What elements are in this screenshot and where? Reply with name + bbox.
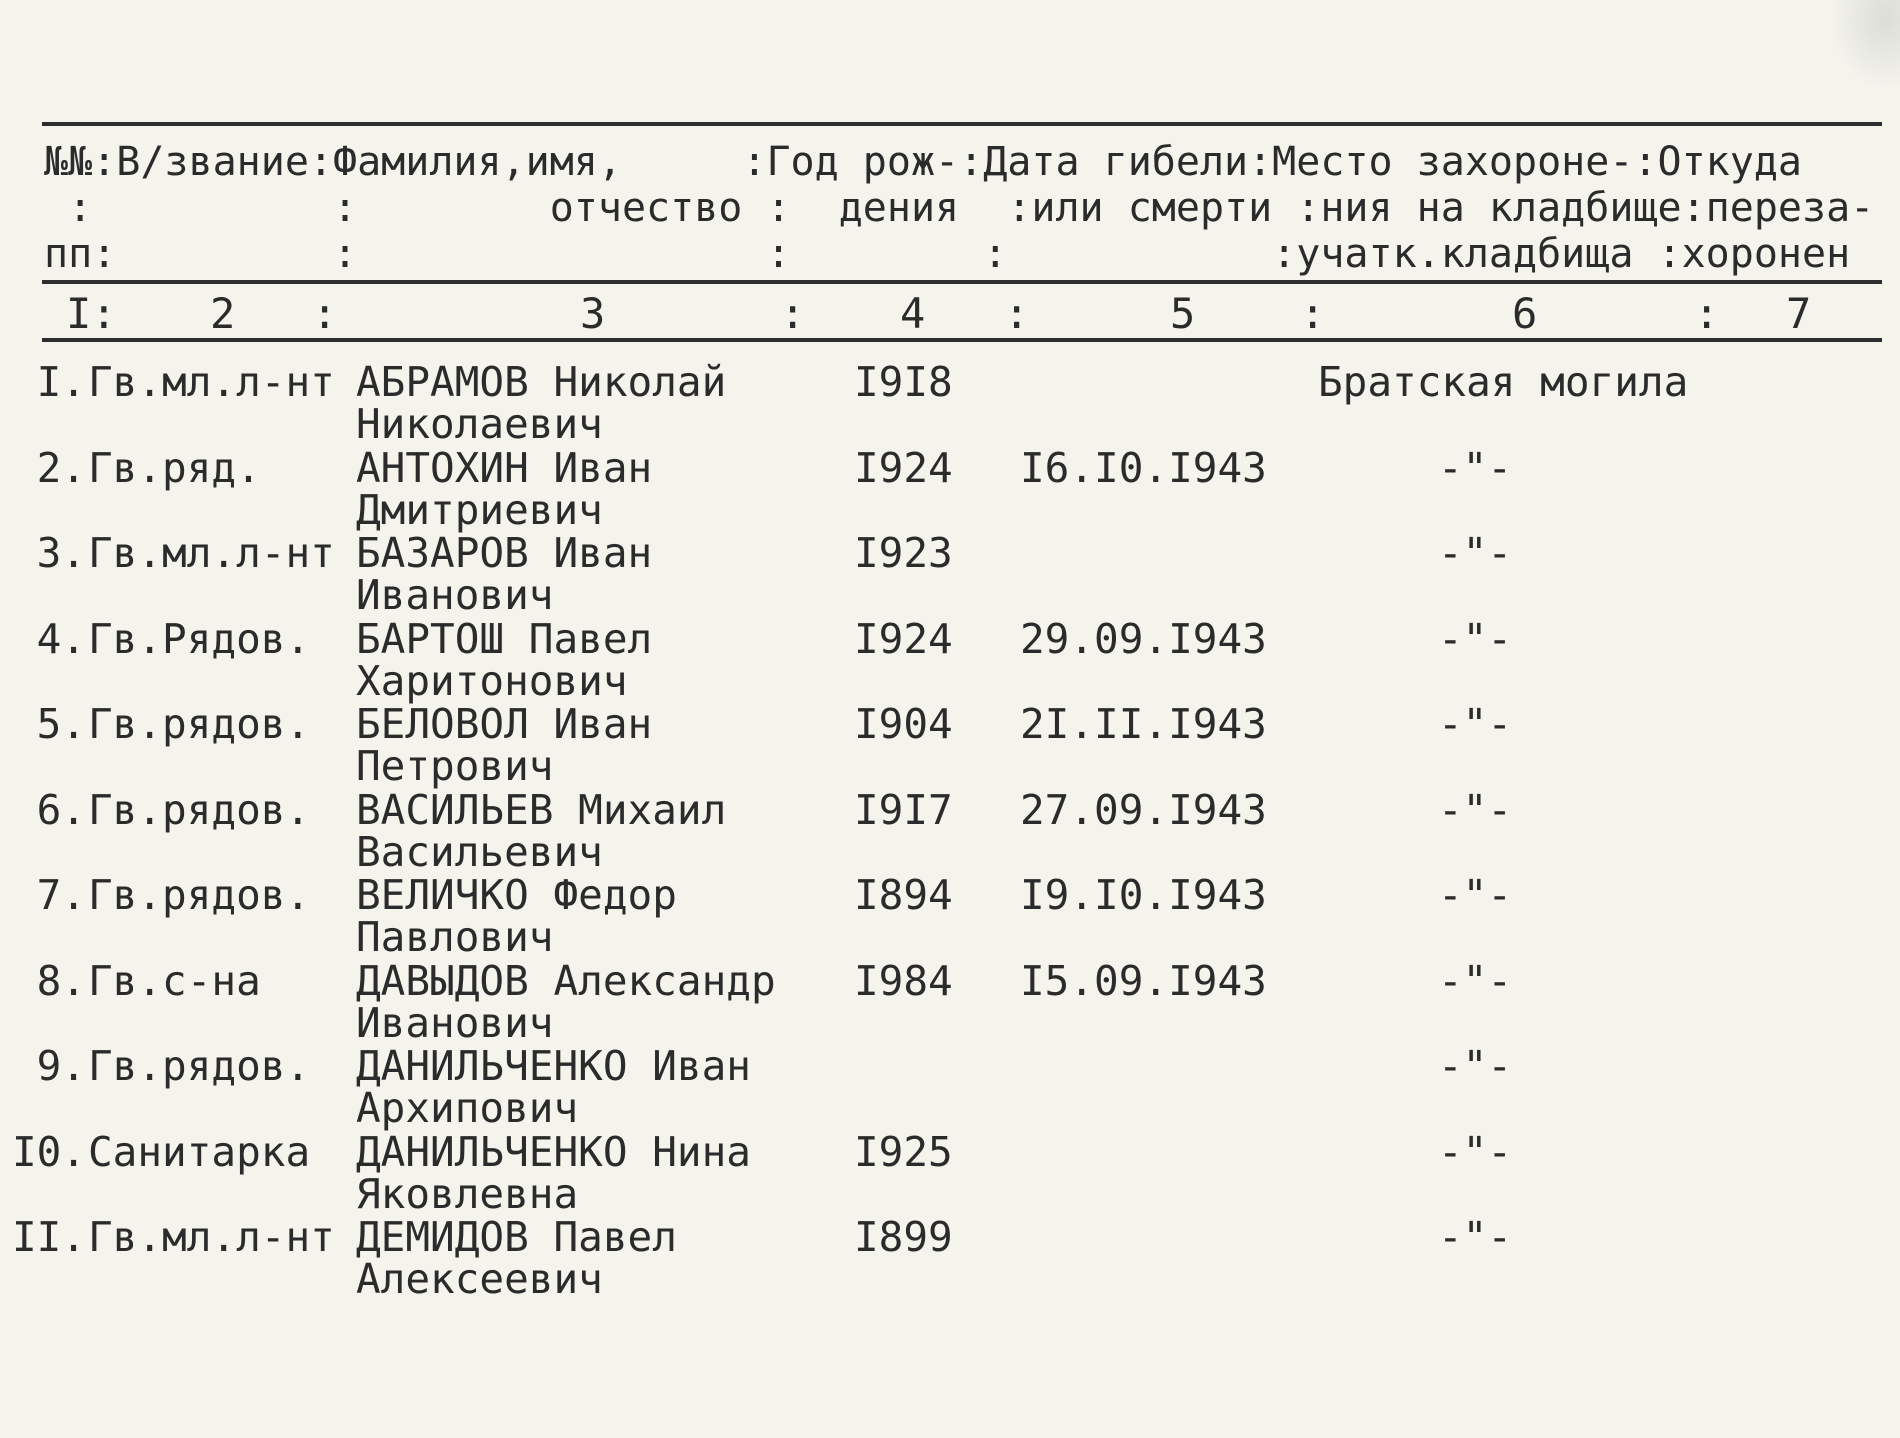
rank: Гв.рядов.	[88, 1042, 311, 1090]
row-number: 4.	[36, 615, 86, 663]
burial-place: -"-	[1438, 871, 1513, 919]
paper-stain	[1830, 0, 1900, 90]
row-number: I.	[36, 358, 86, 406]
column-separator: :	[780, 289, 806, 338]
surname-name: ВАСИЛЬЕВ Михаил	[356, 786, 727, 834]
patronymic: Николаевич	[356, 400, 603, 448]
birth-year: I925	[854, 1128, 953, 1176]
rank: Гв.ряд.	[88, 444, 261, 492]
birth-year: I9I7	[854, 786, 953, 834]
column-separator: :	[1004, 289, 1030, 338]
burial-place: -"-	[1438, 957, 1513, 1005]
rank: Гв.мл.л-нт	[88, 1213, 335, 1261]
header-line-1: №№:В/звание:Фамилия,имя, :Год рож-:Дата гибели:Место захороне-:Откуда	[44, 139, 1802, 185]
row-number: 8.	[36, 957, 86, 1005]
row-number: 5.	[36, 700, 86, 748]
surname-name: БЕЛОВОЛ Иван	[356, 700, 653, 748]
birth-year: I904	[854, 700, 953, 748]
rank: Гв.рядов.	[88, 871, 311, 919]
column-number: 3	[580, 289, 606, 338]
surname-name: ДАВЫДОВ Александр	[356, 957, 776, 1005]
column-separator: :	[1300, 289, 1326, 338]
column-numbers-rule	[42, 338, 1882, 342]
patronymic: Алексеевич	[356, 1255, 603, 1303]
burial-place: -"-	[1438, 1042, 1513, 1090]
surname-name: ВЕЛИЧКО Федор	[356, 871, 677, 919]
death-date: 27.09.I943	[1020, 786, 1267, 834]
birth-year: I924	[854, 444, 953, 492]
column-number: 4	[900, 289, 926, 338]
death-date: I5.09.I943	[1020, 957, 1267, 1005]
column-separator: :	[312, 289, 338, 338]
death-date: 2I.II.I943	[1020, 700, 1267, 748]
surname-name: БАЗАРОВ Иван	[356, 529, 653, 577]
birth-year: I924	[854, 615, 953, 663]
row-number: 2.	[36, 444, 86, 492]
row-number: 6.	[36, 786, 86, 834]
row-number: I0.	[11, 1128, 86, 1176]
column-number: 6	[1512, 289, 1538, 338]
birth-year: I9I8	[854, 358, 953, 406]
surname-name: ДАНИЛЬЧЕНКО Иван	[356, 1042, 751, 1090]
rank: Гв.мл.л-нт	[88, 529, 335, 577]
burial-place: -"-	[1438, 786, 1513, 834]
row-number: II.	[11, 1213, 86, 1261]
burial-place: Братская могила	[1318, 358, 1689, 406]
surname-name: БАРТОШ Павел	[356, 615, 653, 663]
surname-name: АНТОХИН Иван	[356, 444, 653, 492]
header-rule	[42, 280, 1882, 284]
patronymic: Архипович	[356, 1084, 579, 1132]
column-number: 2	[210, 289, 236, 338]
rank: Гв.с-на	[88, 957, 261, 1005]
row-number: 3.	[36, 529, 86, 577]
birth-year: I899	[854, 1213, 953, 1261]
burial-place: -"-	[1438, 444, 1513, 492]
burial-place: -"-	[1438, 700, 1513, 748]
rank: Гв.рядов.	[88, 786, 311, 834]
burial-place: -"-	[1438, 1128, 1513, 1176]
death-date: I6.I0.I943	[1020, 444, 1267, 492]
header-line-3: пп: : : : :учатк.кладбища :хоронен	[44, 231, 1851, 277]
birth-year: I984	[854, 957, 953, 1005]
patronymic: Васильевич	[356, 828, 603, 876]
burial-place: -"-	[1438, 1213, 1513, 1261]
top-rule	[42, 122, 1882, 126]
rank: Гв.рядов.	[88, 700, 311, 748]
patronymic: Яковлевна	[356, 1170, 579, 1218]
patronymic: Иванович	[356, 999, 554, 1047]
death-date: 29.09.I943	[1020, 615, 1267, 663]
column-number: 5	[1170, 289, 1196, 338]
surname-name: АБРАМОВ Николай	[356, 358, 727, 406]
rank: Гв.Рядов.	[88, 615, 311, 663]
patronymic: Иванович	[356, 571, 554, 619]
burial-place: -"-	[1438, 615, 1513, 663]
surname-name: ДАНИЛЬЧЕНКО Нина	[356, 1128, 751, 1176]
birth-year: I894	[854, 871, 953, 919]
column-separator: :	[1694, 289, 1720, 338]
row-number: 7.	[36, 871, 86, 919]
rank: Санитарка	[88, 1128, 311, 1176]
death-date: I9.I0.I943	[1020, 871, 1267, 919]
rank: Гв.мл.л-нт	[88, 358, 335, 406]
row-number: 9.	[36, 1042, 86, 1090]
birth-year: I923	[854, 529, 953, 577]
burial-place: -"-	[1438, 529, 1513, 577]
surname-name: ДЕМИДОВ Павел	[356, 1213, 677, 1261]
patronymic: Петрович	[356, 742, 554, 790]
patronymic: Дмитриевич	[356, 486, 603, 534]
column-number: 7	[1786, 289, 1812, 338]
patronymic: Харитонович	[356, 657, 628, 705]
column-number: I:	[66, 289, 117, 338]
patronymic: Павлович	[356, 913, 554, 961]
header-line-2: : : отчество : дения :или смерти :ния на кладбище:переза-	[44, 185, 1875, 231]
